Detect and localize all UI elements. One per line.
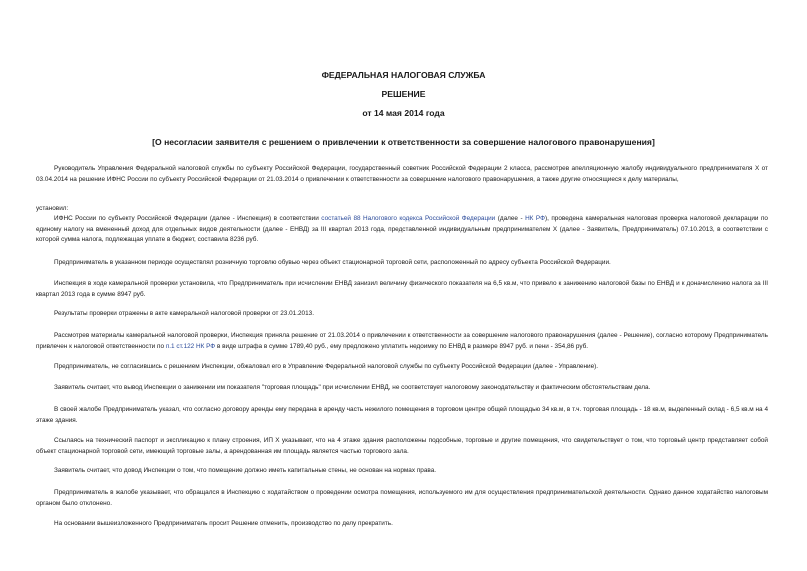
paragraph-inspection (36, 214, 768, 246)
paragraph-inspection-text-a: ИФНС России по субъекту Российской Федерации (далее - Инспекция) в соответствии (54, 215, 322, 222)
agency-title: ФЕДЕРАЛЬНАЯ НАЛОГОВАЯ СЛУЖБА (321, 70, 486, 80)
paragraph-decision-text-a: Рассмотрев материалы камеральной налоговой проверки, Инспекция приняла решение от 21.03.2014 о привлечении к ответственности за совершение налогового правонарушения (далее - Решение), согласно которому Предприниматель привлечен к налоговой ответственности по (36, 332, 768, 350)
paragraph-claim: Заявитель считает, что вывод Инспекции о занижении им показателя "торговая площадь" при исчислении ЕНВД, не соответствует налоговому законодательству и фактическим обстоятельствам дела. (54, 384, 651, 391)
paragraph-inspection-request: Предприниматель в жалобе указывает, что обращался в Инспекцию с ходатайством о проведении осмотра помещения, используемого им для осуществления предпринимательской деятельности. Однако данное ходатайство налоговым органом было отклонено. (36, 489, 768, 507)
paragraph-decision-text-b: в виде штрафа в сумме 1789,40 руб., ему предложено уплатить недоимку по ЕНВД в размере 8947 руб. и пени - 354,86 руб. (215, 342, 589, 350)
paragraph-request: На основании вышеизложенного Предприниматель просит Решение отменить, производство по делу прекратить. (54, 520, 393, 527)
paragraph-appeal: Предприниматель, не согласившись с решением Инспекции, обжаловал его в Управление Федеральной налоговой службы по субъекту Российской Федерации (далее - Управление). (54, 363, 599, 370)
paragraph-audit-act: Результаты проверки отражены в акте камеральной налоговой проверки от 23.01.2013. (54, 310, 314, 317)
paragraph-decision (36, 331, 768, 352)
document-date: от 14 мая 2014 года (362, 108, 445, 118)
paragraph-intro: Руководитель Управления Федеральной налоговой службы по субъекту Российской Федерации, государственный советник Российской Федерации 2 класса, рассмотрев апелляционную жалобу индивидуального предпринимателя Х от 03.04.2014 на решение ИФНС России по субъекту Российской Федерации от 21.03.2014 о привлечении к ответственности за совершение налогового правонарушения, а также другие относящиеся к делу материалы, (36, 165, 768, 183)
tax-code-link[interactable]: НК РФ (525, 215, 545, 222)
paragraph-lease: В своей жалобе Предприниматель указал, что согласно договору аренды ему передана в аренду часть нежилого помещения в торговом центре общей площадью 34 кв.м, в т.ч. торговая площадь - 18 кв.м, выделенный склад - 6,5 кв.м на 4 этаже здания. (36, 406, 768, 424)
document-type: РЕШЕНИЕ (381, 89, 426, 99)
paragraph-audit-findings: Инспекция в ходе камеральной проверки установила, что Предприниматель при исчислении ЕНВД занизил величину физического показателя на 6,5 кв.м, что привело к занижению налоговой базы по ЕНВД и к доначислению налога за III квартал 2013 года в сумме 8947 руб. (36, 280, 768, 298)
paragraph-trade: Предприниматель в указанном периоде осуществлял розничную торговлю обувью через объект стационарной торговой сети, расположенный по адресу субъекта Российской Федерации. (54, 259, 611, 266)
established-label: установил: (36, 205, 69, 212)
document-subject: [О несогласии заявителя с решением о привлечении к ответственности за совершение налогового правонарушения] (152, 137, 655, 147)
paragraph-passport: Ссылаясь на технический паспорт и экспликацию к плану строения, ИП Х указывает, что на 4 этаже здания расположены подсобные, торговые и другие помещения, что свидетельствует о том, что торговый центр представляет собой объект стационарной торговой сети, имеющий торговые залы, а арендованная им площадь является частью торгового зала. (36, 437, 768, 455)
tax-code-article-122-link[interactable]: п.1 ст.122 НК РФ (165, 342, 216, 350)
paragraph-walls: Заявитель считает, что довод Инспекции о том, что помещение должно иметь капитальные стены, не основан на нормах права. (54, 467, 437, 474)
tax-code-article-88-link[interactable]: состатьей 88 Налогового кодекса Российской Федерации (321, 215, 496, 222)
paragraph-inspection-text-c: ), проведена камеральная налоговая проверка налоговой декларации по единому налогу на вмененный доход для отдельных видов деятельности (далее - ЕНВД) за III квартал 2013 года, представленной индивидуальным предпринимателем Х (далее - Заявитель, Предприниматель) 07.10.2013, в соответствии с которой сумма налога, подлежащая уплате в бюджет, составила 8236 руб. (36, 215, 768, 244)
paragraph-inspection-text-b: (далее - (495, 215, 526, 222)
